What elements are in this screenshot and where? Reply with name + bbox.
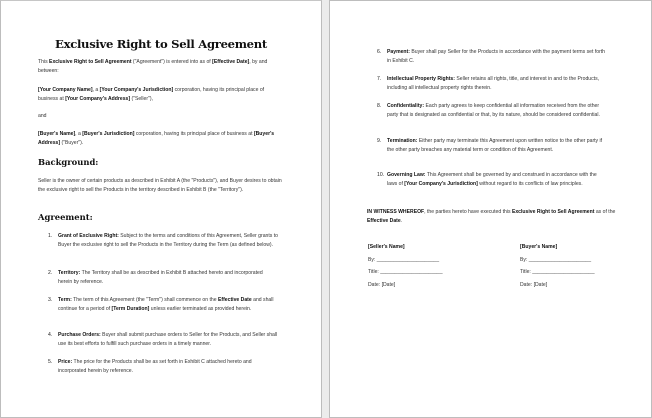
clause-5 [48,358,278,376]
clause-text: Subject to the terms and conditions of this Agreement, Seller grants to Buyer the exclusive right to sell the Products in the Territory during the Term (as defined below). [58,233,278,249]
clause-text: The price for the Products shall be as set forth in Exhibit C attached hereto and incorporated herein by reference. [58,359,252,375]
clause-10 [377,171,607,189]
effective-date-ref: Effective Date [367,218,401,225]
clause-number: 6. [377,49,382,55]
seller-party-paragraph [38,86,283,105]
clause-2 [48,269,278,287]
clause-text: Each party agrees to keep confidential all information received from the other party that is designated as confidential or that, by its nature, should be considered confidential. [387,103,600,119]
buyer-party-paragraph [38,130,283,149]
text: ("Seller"), [130,96,153,103]
clause-text: Buyer shall pay Seller for the Products in accordance with the payment terms set forth in Exhibit C. [387,49,606,65]
company-name-placeholder: [Your Company Name] [38,87,93,93]
background-heading: Background: [38,157,99,167]
clause-text: without regard to its conflicts of law principles. [477,181,583,188]
document-page-1 [0,0,322,418]
text: ("Agreement") is entered into as of [131,59,213,65]
clause-label: Governing Law: [387,172,426,178]
company-jurisdiction-ref: [Your Company's Jurisdiction] [404,181,478,188]
company-address-placeholder: [Your Company's Address] [65,96,131,103]
clause-number: 1. [48,233,53,239]
clause-7 [377,75,607,93]
agreement-heading: Agreement: [38,212,93,222]
seller-by-line[interactable]: By: ______________________ [368,256,440,263]
witness-lead: IN WITNESS WHEREOF [367,209,425,215]
agreement-name: Exclusive Right to Sell Agreement [511,209,595,215]
clause-text: Seller retains all rights, title, and interest in and to the Products, including all intellectual property rights therein. [387,76,600,92]
seller-name-placeholder: [Seller's Name] [368,244,405,250]
clause-9 [377,137,607,155]
buyer-name-placeholder: [Buyer's Name] [520,244,558,250]
clause-label: Purchase Orders: [58,332,101,338]
buyer-title-line[interactable]: Title: ______________________ [520,269,595,275]
clause-text: The Territory shall be as described in Exhibit B attached hereto and incorporated herein by reference. [58,270,263,286]
buyer-address-placeholder: [Buyer's Address] [38,131,275,147]
buyer-name-placeholder: [Buyer's Name] [38,131,76,137]
clause-number: 9. [377,138,382,144]
clause-text: and shall continue for a period of [58,297,274,313]
text: , by and between: [38,59,268,75]
text: as of the [594,209,616,215]
clause-label: Intellectual Property Rights: [387,76,455,82]
background-paragraph: Seller is the owner of certain products as described in Exhibit A (the "Products"), and Buyer desires to obtain the exclusive right to sell the Products in the territory described in Exhibit B (the "Territory"). [38,178,282,194]
text: corporation, having its principal place of business at [134,131,254,137]
text: , a [92,87,100,93]
clause-4 [48,331,278,349]
clause-number: 5. [48,359,53,365]
seller-date: Date: [Date] [368,281,396,288]
clause-number: 10. [377,172,385,178]
clause-text: Either party may terminate this Agreement upon written notice to the other party if the other party breaches any material term or condition of this Agreement. [387,138,603,154]
intro-paragraph [38,58,283,77]
effective-date-placeholder: [Effective Date] [212,59,250,65]
clause-number: 4. [48,332,53,338]
and-text: and [38,113,47,119]
clause-text: unless earlier terminated as provided herein. [149,306,252,313]
document-title: Exclusive Right to Sell Agreement [55,37,267,51]
effective-date-ref: Effective Date [218,297,252,303]
buyer-signature-block [520,241,595,291]
company-jurisdiction-placeholder: [Your Company's Jurisdiction] [99,87,174,93]
buyer-by-line[interactable]: By: ______________________ [520,256,592,263]
clause-8 [377,102,607,120]
clause-label: Term: [58,297,72,303]
buyer-jurisdiction-placeholder: [Buyer's Jurisdiction] [82,131,135,137]
seller-title-line[interactable]: Title: ______________________ [368,269,443,275]
text: , a [75,131,83,137]
witness-paragraph [367,208,622,227]
clause-number: 7. [377,76,382,82]
clause-number: 8. [377,103,382,109]
clause-label: Payment: [387,49,410,55]
clause-label: Price: [58,359,73,365]
clause-label: Termination: [387,138,418,144]
agreement-name: Exclusive Right to Sell Agreement [49,59,132,65]
text: . [400,218,403,225]
clause-label: Confidentiality: [387,103,425,109]
term-duration-placeholder: [Term Duration] [111,306,150,313]
clause-label: Grant of Exclusive Right: [58,233,119,239]
text: This [38,59,50,65]
clause-1 [48,232,278,250]
clause-number: 3. [48,297,53,303]
clause-number: 2. [48,270,53,276]
clause-text: Buyer shall submit purchase orders to Seller for the Products, and Seller shall use its best efforts to fulfill such purchase orders in a timely manner. [58,332,278,348]
clause-6 [377,48,607,66]
buyer-date: Date: [Date] [520,281,548,288]
clause-text: The term of this Agreement (the "Term") shall commence on the [71,297,218,303]
clause-3 [48,296,278,314]
text: corporation, having its principal place of business at [38,87,265,103]
text: , the parties hereto have executed this [424,209,512,215]
seller-signature-block [368,241,443,291]
text: ("Buyer"). [60,140,84,147]
document-page-2 [329,0,652,418]
clause-label: Territory: [58,270,81,276]
clause-text: This Agreement shall be governed by and construed in accordance with the laws of [387,172,597,188]
